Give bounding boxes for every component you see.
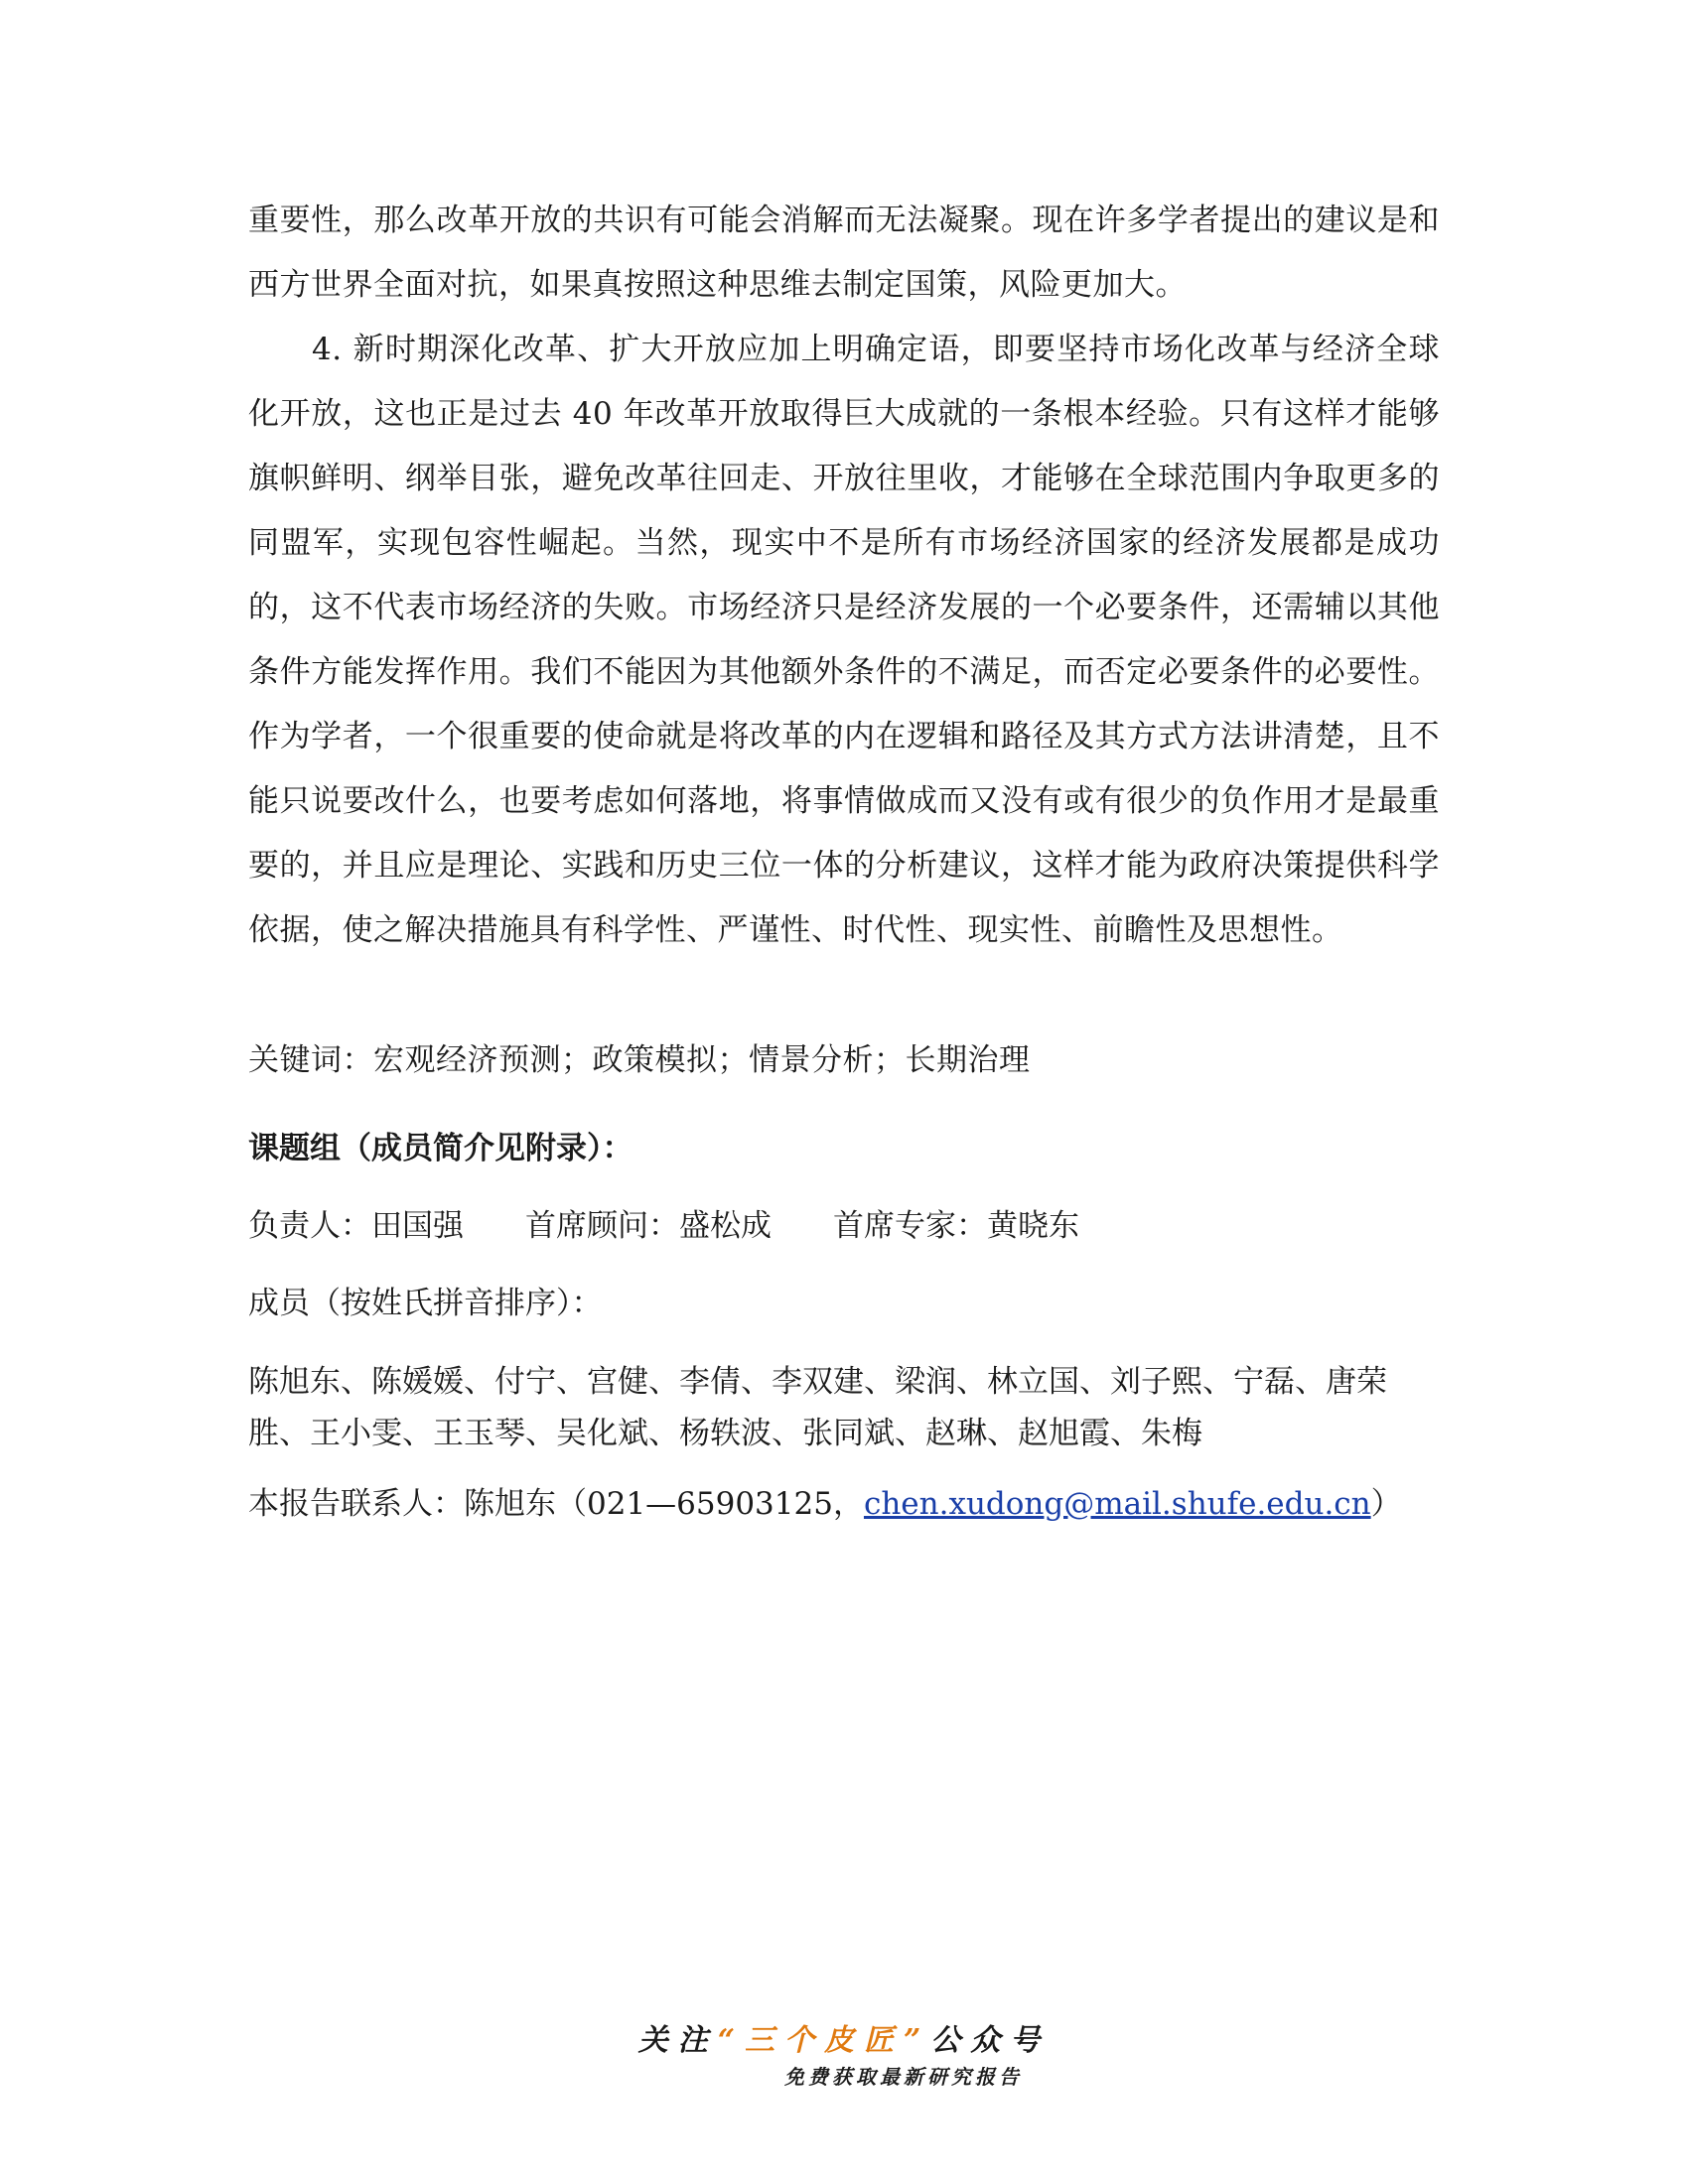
footer-subtitle: 免费获取最新研究报告 <box>784 2065 1023 2089</box>
team-leaders <box>248 1201 1141 1251</box>
footer-accent: “三个皮匠” <box>717 2023 931 2058</box>
footer-promo <box>0 2015 1688 2059</box>
members-list: 陈旭东、陈媛媛、付宁、宫健、李倩、李双建、梁润、林立国、刘子熙、宁磊、唐荣胜、王小雯、王玉琴、吴化斌、杨轶波、张同斌、赵琳、赵旭霞、朱梅 <box>248 1364 1387 1451</box>
contact-email-link[interactable]: chen.xudong@mail.shufe.edu.cn <box>863 1486 1371 1522</box>
contact-prefix: 本报告联系人：陈旭东（021—65903125， <box>248 1486 864 1522</box>
footer-pre: 关注 <box>637 2023 718 2058</box>
contact-suffix: ） <box>1370 1486 1402 1522</box>
chief-advisor: 首席顾问：盛松成 <box>525 1208 772 1244</box>
contact-line <box>248 1479 1402 1529</box>
paragraph-1: 重要性，那么改革开放的共识有可能会消解而无法凝聚。现在许多学者提出的建议是和西方世界全面对抗，如果真按照这种思维去制定国策，风险更加大。 <box>248 203 1440 303</box>
leader: 负责人：田国强 <box>248 1208 464 1244</box>
members-title: 成员（按姓氏拼音排序）： <box>248 1286 603 1321</box>
footer-post: 公众号 <box>930 2023 1051 2058</box>
paragraph-2: 4. 新时期深化改革、扩大开放应加上明确定语，即要坚持市场化改革与经济全球化开放，这也正是过去 40 年改革开放取得巨大成就的一条根本经验。只有这样才能够旗帜鲜明、纲举目张，避免改革往回走、开放往里收，才能够在全球范围内争取更多的同盟军，实现包容性崛起。当然，现实中不是所有市场经济国家的经济发展都是成功的，这不代表市场经济的失败。市场经济只是经济发展的一个必要条件，还需辅以其他条件方能发挥作用。我们不能因为其他额外条件的不满足，而否定必要条件的必要性。作为学者，一个很重要的使命就是将改革的内在逻辑和路径及其方式方法讲清楚，且不能只说要改什么，也要考虑如何落地，将事情做成而又没有或有很少的负作用才是最重要的，并且应是理论、实践和历史三位一体的分析建议，这样才能为政府决策提供科学依据，使之解决措施具有科学性、严谨性、时代性、现实性、前瞻性及思想性。 <box>248 332 1440 948</box>
chief-expert: 首席专家：黄晓东 <box>833 1208 1079 1244</box>
keywords: 关键词：宏观经济预测；政策模拟；情景分析；长期治理 <box>248 1042 1031 1078</box>
team-title: 课题组（成员简介见附录）： <box>248 1131 633 1166</box>
